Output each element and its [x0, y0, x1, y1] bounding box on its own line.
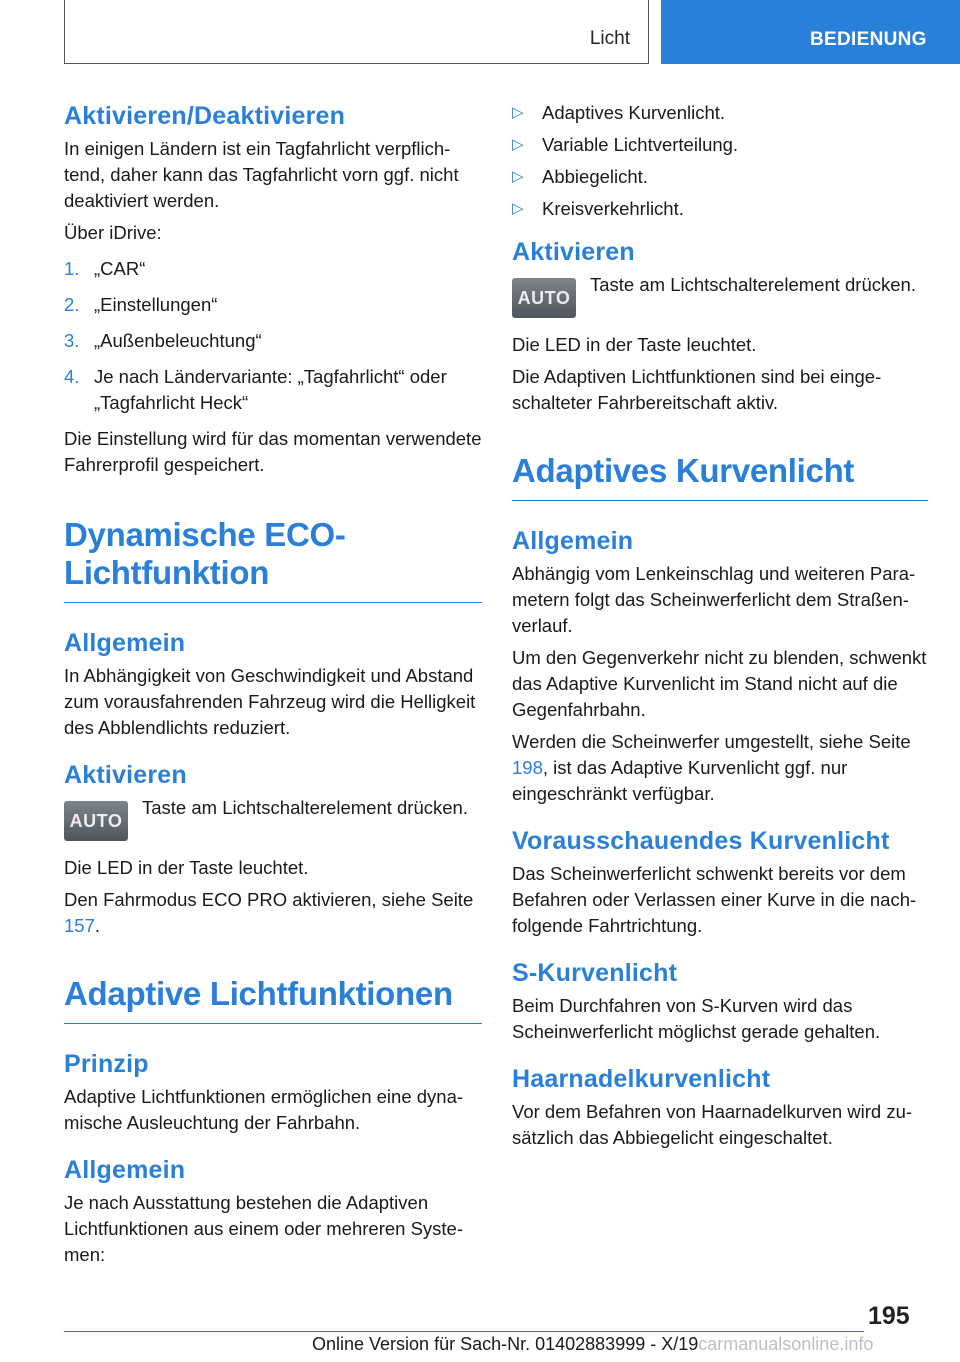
heading-aktivieren-deaktivieren: Aktivieren/Deaktivieren [64, 102, 346, 130]
step-text: Je nach Ländervariante: „Tagfahrlicht“ oder „Tagfahrlicht Heck“ [94, 366, 447, 413]
list-item [64, 256, 482, 282]
list-text: Abbiegelicht. [542, 166, 648, 187]
chapter-tab[interactable]: BEDIENUNG [661, 0, 960, 64]
text: Werden die Scheinwerfer umgestellt, siehe Seite [512, 731, 911, 752]
list-item [64, 292, 482, 318]
paragraph: Je nach Ausstattung bestehen die Adaptiven Lichtfunktionen aus einem oder mehreren Systemen: [64, 1192, 464, 1265]
list-item [512, 100, 928, 126]
paragraph: Beim Durchfahren von S-Kurven wird das Scheinwerferlicht möglichst gerade gehalten. [512, 995, 881, 1042]
auto-button-row [64, 795, 482, 841]
heading-allgemein: Allgemein [64, 629, 186, 657]
step-number: 2. [64, 294, 80, 315]
page-number: 195 [868, 1302, 910, 1330]
list-text: Variable Lichtverteilung. [542, 134, 739, 155]
paragraph: Die LED in der Taste leuchtet. [64, 857, 309, 878]
triangle-bullet-icon: ▷ [512, 200, 524, 217]
paragraph: Über iDrive: [64, 222, 162, 243]
watermark: carmanualsonline.info [698, 1334, 874, 1354]
step-text: „Einstellungen“ [94, 294, 218, 315]
triangle-bullet-icon: ▷ [512, 136, 524, 153]
right-column [512, 100, 928, 1157]
auto-button-row [512, 272, 928, 318]
paragraph: Die Einstellung wird für das momentan verwendete Fahrerprofil gespeichert. [64, 428, 482, 475]
heading-haarnadel: Haarnadelkurvenlicht [512, 1065, 771, 1093]
paragraph: Taste am Lichtschalterelement drücken. [142, 797, 468, 818]
auto-button-icon: AUTO [64, 801, 128, 841]
heading-s-kurvenlicht: S-Kurvenlicht [512, 959, 678, 987]
step-text: „Außenbeleuchtung“ [94, 330, 262, 351]
header-frame [64, 0, 649, 64]
heading-aktivieren: Aktivieren [64, 761, 187, 789]
list-item [512, 196, 928, 222]
chapter-heading-adaptive: Adaptive Lichtfunktionen [64, 975, 482, 1024]
step-number: 3. [64, 330, 80, 351]
footer-divider [64, 1331, 864, 1332]
paragraph: Taste am Lichtschalterelement drücken. [590, 274, 916, 295]
paragraph: In einigen Ländern ist ein Tagfahrlicht verpflichtend, daher kann das Tagfahrlicht vorn ggf. nicht deaktiviert werden. [64, 138, 459, 211]
heading-vorausschauend: Vorausschauendes Kurvenlicht [512, 827, 890, 855]
list-text: Adaptives Kurvenlicht. [542, 102, 726, 123]
footer-text [312, 1334, 873, 1355]
list-item [64, 364, 482, 416]
step-number: 4. [64, 366, 80, 387]
heading-allgemein: Allgemein [64, 1156, 186, 1184]
chapter-heading-kurvenlicht: Adaptives Kurvenlicht [512, 452, 928, 501]
paragraph: Abhängig vom Lenkeinschlag und weiteren Parametern folgt das Scheinwerferlicht dem Straßenverlauf. [512, 563, 916, 636]
text: , ist das Adaptive Kurvenlicht ggf. nur eingeschränkt verfügbar. [512, 757, 848, 804]
step-number: 1. [64, 258, 80, 279]
text: Den Fahrmodus ECO PRO aktivieren, siehe Seite [64, 889, 474, 910]
paragraph: Die LED in der Taste leuchtet. [512, 334, 757, 355]
heading-prinzip: Prinzip [64, 1050, 149, 1078]
heading-allgemein: Allgemein [512, 527, 634, 555]
list-item [512, 132, 928, 158]
paragraph: Das Scheinwerferlicht schwenkt bereits vor dem Befahren oder Verlassen einer Kurve in die nachfolgende Fahrtrichtung. [512, 863, 917, 936]
paragraph: Die Adaptiven Lichtfunktionen sind bei eingeschalteter Fahrbereitschaft aktiv. [512, 366, 882, 413]
page-link-157[interactable]: 157 [64, 915, 95, 936]
heading-line: Lichtfunktion [64, 554, 270, 591]
triangle-bullet-icon: ▷ [512, 104, 524, 121]
paragraph [64, 887, 482, 939]
paragraph: In Abhängigkeit von Geschwindigkeit und Abstand zum vorausfahrenden Fahrzeug wird die Helligkeit des Abblendlichts reduziert. [64, 665, 476, 738]
idrive-steps [64, 256, 482, 416]
heading-line: Dynamische ECO- [64, 516, 346, 553]
section-title: Licht [589, 28, 630, 49]
step-text: „CAR“ [94, 258, 146, 279]
paragraph: Vor dem Befahren von Haarnadelkurven wird zusätzlich das Abbiegelicht eingeschaltet. [512, 1101, 913, 1148]
auto-button-icon: AUTO [512, 278, 576, 318]
chapter-heading-eco [64, 516, 482, 603]
list-item [512, 164, 928, 190]
triangle-bullet-icon: ▷ [512, 168, 524, 185]
heading-aktivieren: Aktivieren [512, 238, 635, 266]
page-link-198[interactable]: 198 [512, 757, 543, 778]
paragraph: Um den Gegenverkehr nicht zu blenden, schwenkt das Adaptive Kurvenlicht im Stand nicht auf die Gegenfahrbahn. [512, 647, 927, 720]
paragraph: Adaptive Lichtfunktionen ermöglichen eine dynamische Ausleuchtung der Fahrbahn. [64, 1086, 464, 1133]
online-version-text: Online Version für Sach-Nr. 01402883999 - X/19 [312, 1334, 699, 1354]
left-column [64, 100, 482, 1274]
paragraph [512, 729, 928, 807]
list-item [64, 328, 482, 354]
system-list [512, 100, 928, 222]
list-text: Kreisverkehrlicht. [542, 198, 684, 219]
text: . [94, 915, 101, 936]
